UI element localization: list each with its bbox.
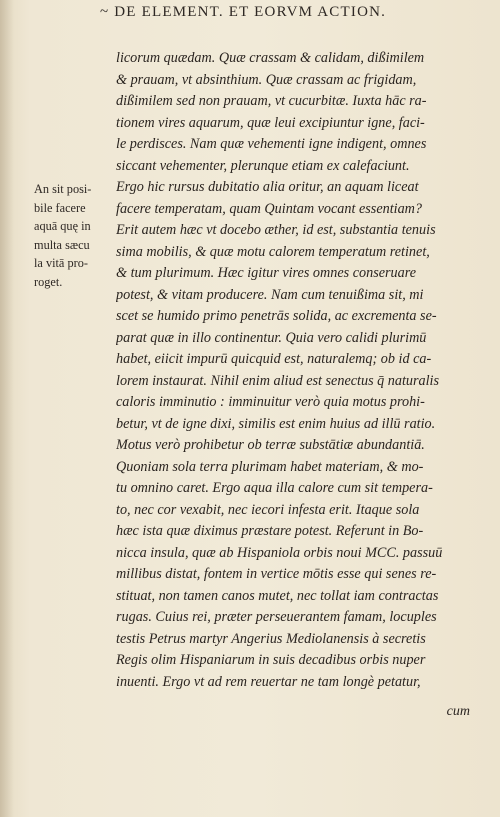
text-line: inuenti. Ergo vt ad rem reuertar ne tam longè petatur, (116, 673, 421, 690)
text-line: sima mobilis, & quæ motu calorem temperatum retinet, (116, 243, 430, 260)
text-line: & tum plurimum. Hæc igitur vires omnes conseruare (116, 265, 417, 281)
text-line: caloris imminutio : imminuitur verò quia motus prohi- (116, 394, 425, 410)
text-line: Regis olim Hispaniarum in suis decadibus orbis nuper (116, 652, 426, 668)
text-line: potest, & vitam producere. Nam cum tenuißima sit, mi (116, 286, 424, 303)
text-line: betur, vt de igne dixi, similis est enim huius ad illū ratio. (116, 415, 436, 432)
text-line: Erit autem hæc vt docebo æther, id est, substantia tenuis (116, 222, 436, 238)
marginal-note-line: multa sæcu (34, 237, 90, 252)
marginal-note-line: roget. (34, 274, 63, 289)
text-line: lorem instaurat. Nihil enim aliud est senectus q̄ naturalis (116, 372, 440, 389)
text-line: & prauam, vt absinthium. Quæ crassam ac frigidam, (116, 71, 417, 88)
text-line: facere temperatam, quam Quintam vocant essentiam? (116, 200, 423, 217)
text-line: parat quæ in illo continentur. Quia vero calidi plurimū (116, 329, 427, 346)
text-line: tu omnino caret. Ergo aqua illa calore cum sit tempera- (116, 480, 433, 496)
text-line: rugas. Cuius rei, præter perseuerantem famam, locuples (116, 609, 437, 625)
text-line: Motus verò prohibetur ob terræ substātiæ abundantiā. (116, 437, 425, 453)
marginal-note (34, 180, 118, 291)
marginal-note-line: bile facere (34, 200, 86, 215)
text-line: Ergo hic rursus dubitatio alia oritur, an aquam liceat (116, 179, 419, 195)
catchword: cum (446, 704, 470, 719)
text-line: scet se humido primo penetrās solida, ac excrementa se- (116, 308, 437, 324)
body-text (116, 48, 476, 693)
gutter-shadow (0, 0, 14, 817)
text-line: le perdisces. Nam quæ vehementi igne indigent, omnes (116, 136, 427, 152)
text-line: tionem vires aquarum, quæ leui excipiuntur igne, faci- (116, 114, 425, 131)
text-line: Quoniam sola terra plurimam habet materiam, & mo- (116, 458, 424, 475)
text-line: testis Petrus martyr Angerius Mediolanensis à secretis (116, 630, 426, 647)
text-line: habet, eiicit impurū quicquid est, naturalemq; ob id ca- (116, 351, 432, 367)
text-line: dißimilem sed non prauam, vt cucurbitæ. Iuxta hāc ra- (116, 93, 427, 109)
text-line: hæc ista quæ diximus præstare potest. Referunt in Bo- (116, 523, 424, 539)
text-line: nicca insula, quæ ab Hispaniola orbis noui MCC. passuū (116, 544, 443, 561)
text-line: stituat, non tamen canos mutet, nec tollat iam contractas (116, 587, 439, 604)
text-line: millibus distat, fontem in vertice mōtis esse qui senes re- (116, 566, 437, 582)
text-line: licorum quædam. Quæ crassam & calidam, dißimilem (116, 50, 425, 66)
marginal-note-line: aquā quę in (34, 219, 91, 233)
marginal-note-line: An sit posi- (34, 182, 92, 196)
marginal-note-line: la vitā pro- (34, 256, 88, 270)
text-line: to, nec cor vexabit, nec iecori infesta erit. Itaque sola (116, 501, 420, 518)
text-line: siccant vehementer, plerunque etiam ex calefaciunt. (116, 157, 410, 174)
running-head: ~ DE ELEMENT. ET EORVM ACTION. (100, 4, 387, 20)
